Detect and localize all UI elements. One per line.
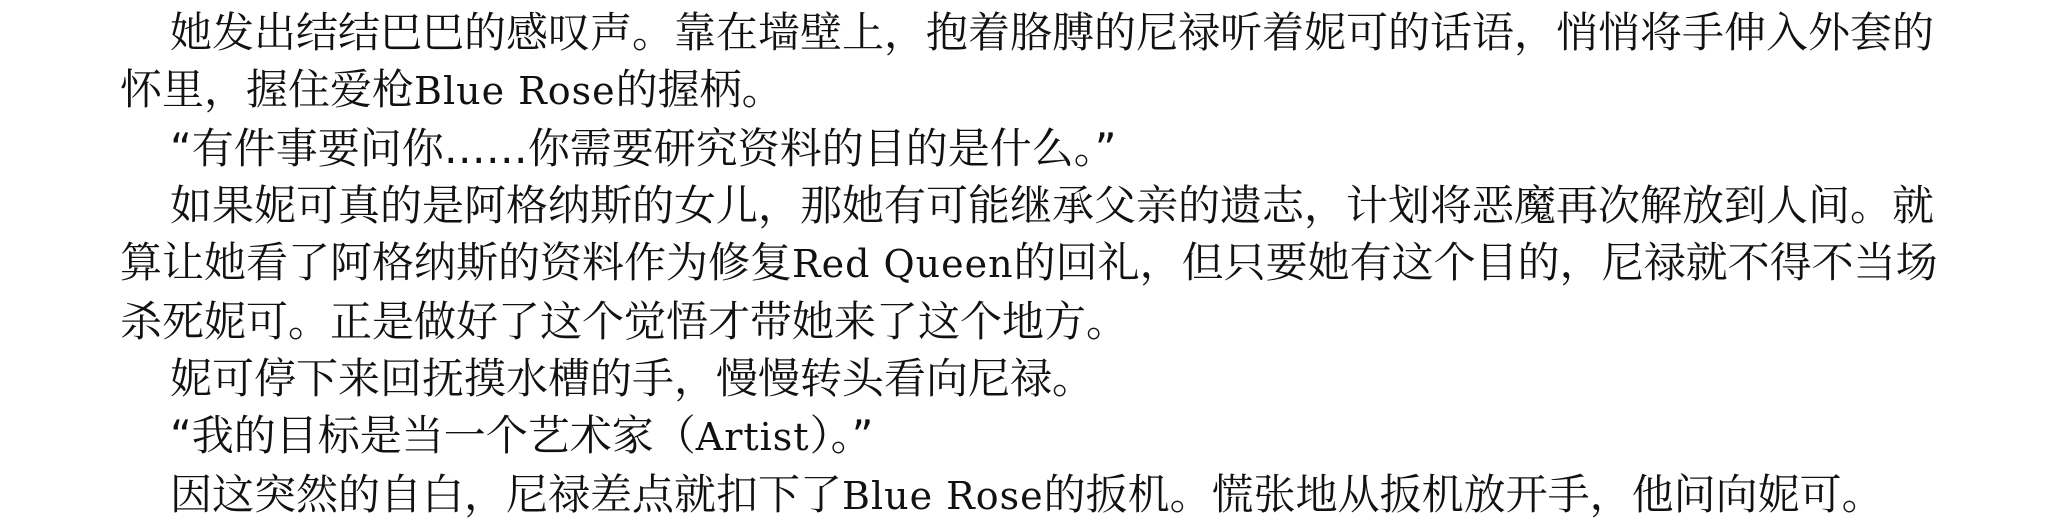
paragraph-2-text: “有件事要问你……你需要研究资料的目的是什么。” xyxy=(170,124,1117,173)
paragraph-5-text-b: ）。” xyxy=(809,411,874,460)
paragraph-6-text-b: 的扳机。慌张地从扳机放开手，他问向妮可。 xyxy=(1043,470,1884,519)
term-artist: Artist xyxy=(695,415,810,459)
weapon-name-blue-rose-2: Blue Rose xyxy=(842,474,1044,518)
paragraph-2 xyxy=(120,120,1940,177)
weapon-name-blue-rose: Blue Rose xyxy=(414,69,616,113)
text-block xyxy=(120,4,1940,520)
weapon-name-red-queen: Red Queen xyxy=(792,242,1014,286)
paragraph-3 xyxy=(120,177,1940,350)
paragraph-6 xyxy=(120,466,1940,520)
paragraph-5 xyxy=(120,407,1940,466)
paragraph-4 xyxy=(120,350,1940,407)
paragraph-6-text-a: 因这突然的自白，尼禄差点就扣下了 xyxy=(170,470,843,519)
paragraph-1 xyxy=(120,4,1940,120)
paragraph-4-text: 妮可停下来回抚摸水槽的手，慢慢转头看向尼禄。 xyxy=(170,354,1095,403)
paragraph-1-text-b: 的握柄。 xyxy=(615,65,784,114)
paragraph-5-text-a: “我的目标是当一个艺术家（ xyxy=(170,411,696,460)
paragraph-1-text-a: 她发出结结巴巴的感叹声。靠在墙壁上，抱着胳膊的尼禄听着妮可的话语，悄悄将手伸入外套的怀里，握住爱枪 xyxy=(120,8,1935,114)
paragraph-3-text-b: 的回礼，但只要她有这个目的，尼禄就不得不当场杀死妮可。正是做好了这个觉悟才带她来了这个地方。 xyxy=(120,238,1938,346)
paragraph-3-text-a: 如果妮可真的是阿格纳斯的女儿，那她有可能继承父亲的遗志，计划将恶魔再次解放到人间。就算让她看了阿格纳斯的资料作为修复 xyxy=(120,181,1935,287)
